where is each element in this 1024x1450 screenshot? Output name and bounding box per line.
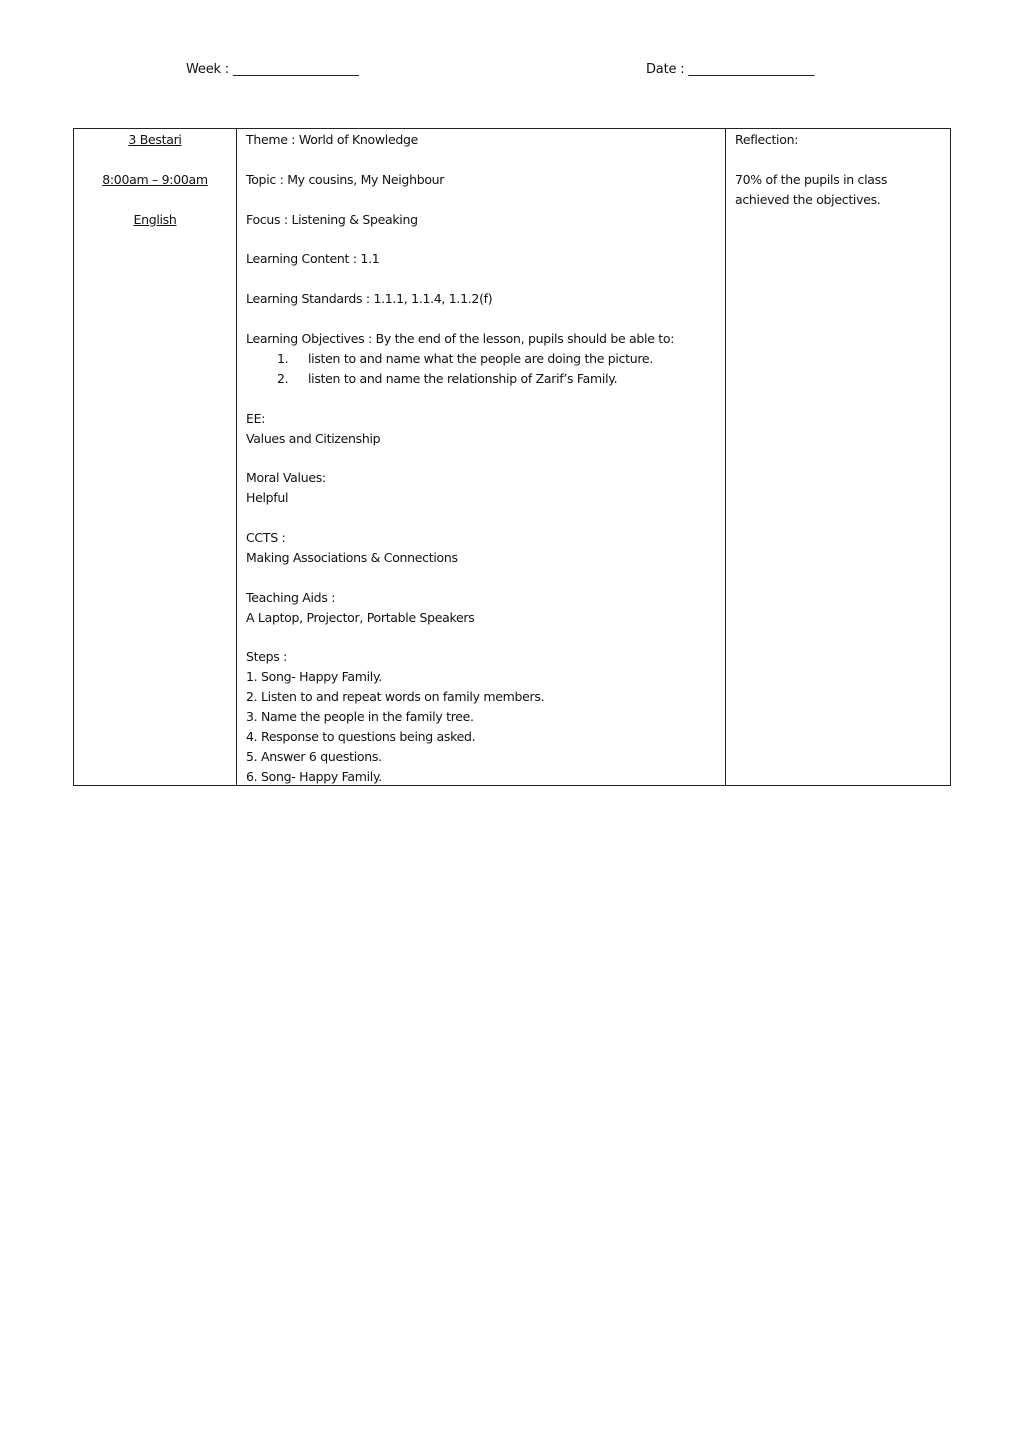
focus: Focus : Listening & Speaking [246,211,418,227]
step-item: 6. Song- Happy Family. [246,768,382,784]
ccts-value: Making Associations & Connections [246,549,458,565]
objective-item [246,369,725,389]
lesson-details-column [237,129,726,785]
reflection-column [726,129,950,785]
moral-values-label: Moral Values: [246,470,326,486]
ee-label: EE: [246,410,266,426]
objective-item [246,349,725,369]
reflection-text: 70% of the pupils in class achieved the objectives. [735,171,888,207]
step-item: 3. Name the people in the family tree. [246,709,474,725]
step-item: 2. Listen to and repeat words on family members. [246,689,545,705]
subject: English [133,211,177,227]
steps-label: Steps : [246,649,288,665]
date-field: Date : ____________________ [646,62,815,77]
teaching-aids-label: Teaching Aids : [246,589,336,605]
objective-number: 2. [277,370,289,386]
teaching-aids-value: A Laptop, Projector, Portable Speakers [246,609,475,625]
ee-value: Values and Citizenship [246,430,381,446]
learning-content: Learning Content : 1.1 [246,251,380,267]
class-name: 3 Bestari [128,132,182,147]
step-item: 4. Response to questions being asked. [246,729,476,745]
objective-text: listen to and name the relationship of Zarif’s Family. [308,370,618,386]
step-item: 5. Answer 6 questions. [246,748,382,764]
learning-standards: Learning Standards : 1.1.1, 1.1.4, 1.1.2(f) [246,291,493,307]
moral-values-value: Helpful [246,490,289,506]
lesson-plan-table [73,128,951,786]
theme: Theme : World of Knowledge [246,132,419,147]
topic: Topic : My cousins, My Neighbour [246,171,445,187]
ccts-label: CCTS : [246,530,286,545]
step-item: 1. Song- Happy Family. [246,669,382,685]
week-field: Week : ____________________ [186,62,359,77]
objective-number: 1. [277,350,289,366]
class-info-column [74,129,237,785]
objectives-intro: Learning Objectives : By the end of the lesson, pupils should be able to: [246,330,675,346]
class-time: 8:00am – 9:00am [102,171,208,187]
reflection-label: Reflection: [735,132,799,147]
objective-text: listen to and name what the people are doing the picture. [308,350,653,366]
